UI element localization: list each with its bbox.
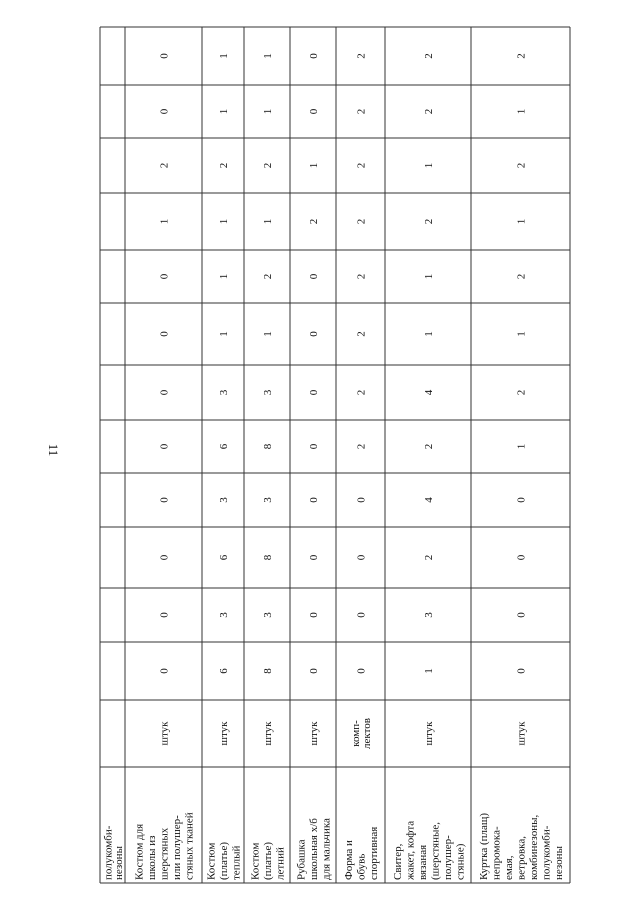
value-cell: 0 bbox=[308, 443, 320, 450]
value-cell: 0 bbox=[355, 612, 368, 618]
item-name-line: шерстяных bbox=[158, 827, 171, 880]
value-cell: 0 bbox=[308, 331, 320, 337]
item-name-line: обувь bbox=[355, 853, 368, 880]
value-cell: 0 bbox=[308, 108, 320, 115]
value-cell: 2 bbox=[355, 218, 368, 225]
item-name-line: летний bbox=[274, 847, 287, 880]
value-cell: 1 bbox=[262, 108, 274, 115]
value-cell: 1 bbox=[262, 53, 274, 59]
unit-label bbox=[159, 721, 171, 746]
value-cell: 2 bbox=[262, 273, 274, 280]
value-cell: 0 bbox=[158, 554, 171, 561]
page-number: 11 bbox=[46, 443, 61, 457]
item-name-line: емая, bbox=[503, 855, 515, 880]
value-cell: 3 bbox=[262, 389, 274, 396]
value-cell: 1 bbox=[515, 443, 528, 450]
item-name-line: Костюм bbox=[205, 842, 218, 880]
unit-label bbox=[218, 721, 230, 746]
value-cell: 0 bbox=[355, 554, 368, 561]
item-name bbox=[250, 842, 287, 880]
unit-label-line: штук bbox=[262, 721, 274, 746]
item-name-line: школьная х/б bbox=[308, 818, 320, 880]
value-cell: 2 bbox=[423, 218, 435, 225]
item-name bbox=[343, 827, 380, 880]
value-cell: 2 bbox=[515, 53, 528, 59]
value-cell: 0 bbox=[515, 612, 528, 618]
item-name-line: Рубашка bbox=[295, 839, 308, 880]
item-name-line: полушер- bbox=[441, 835, 454, 880]
item-name-line: спортивная bbox=[368, 826, 380, 880]
item-name bbox=[102, 825, 125, 880]
item-name-line: незоны bbox=[112, 846, 125, 880]
value-cell: 0 bbox=[158, 53, 171, 59]
item-name-line: теплый bbox=[230, 845, 243, 880]
value-cell: 0 bbox=[308, 497, 320, 503]
item-name-line: комбинезоны, bbox=[528, 814, 540, 880]
value-cell: 0 bbox=[515, 497, 528, 503]
item-name-line: вязаная bbox=[416, 844, 429, 880]
item-name-line: для мальчика bbox=[320, 818, 333, 880]
item-name-line: полукомби- bbox=[540, 825, 553, 880]
item-name-line: Костюм bbox=[249, 842, 262, 880]
value-cell: 1 bbox=[423, 162, 435, 169]
value-cell: 4 bbox=[423, 389, 435, 396]
value-cell: 1 bbox=[515, 331, 528, 337]
value-cell: 0 bbox=[158, 668, 171, 674]
value-cell: 1 bbox=[423, 273, 435, 280]
unit-label-line: штук bbox=[515, 721, 528, 746]
item-name-line: (шерстяные, bbox=[429, 821, 442, 880]
value-cell: 1 bbox=[218, 273, 230, 280]
value-cell: 1 bbox=[423, 331, 435, 337]
value-cell: 1 bbox=[262, 331, 274, 337]
item-name-line: непромока- bbox=[490, 826, 503, 880]
value-cell: 0 bbox=[308, 554, 320, 561]
value-cell: 2 bbox=[355, 389, 368, 396]
unit-label-line: штук bbox=[158, 721, 171, 746]
value-cell: 1 bbox=[423, 668, 435, 674]
value-cell: 6 bbox=[218, 443, 230, 450]
value-cell: 2 bbox=[355, 331, 368, 337]
item-name-line: жакет, кофта bbox=[404, 820, 417, 880]
value-cell: 2 bbox=[355, 162, 368, 169]
value-cell: 0 bbox=[158, 389, 171, 396]
value-cell: 1 bbox=[218, 108, 230, 115]
value-cell: 1 bbox=[218, 53, 230, 59]
value-cell: 2 bbox=[423, 53, 435, 59]
value-cell: 0 bbox=[158, 497, 171, 503]
item-name-line: стяные) bbox=[454, 843, 467, 880]
item-name-line: Форма и bbox=[343, 840, 355, 880]
item-name-line: (платье) bbox=[262, 841, 274, 880]
value-cell: 2 bbox=[355, 53, 368, 59]
item-name-line: полукомби- bbox=[102, 825, 115, 880]
value-cell: 6 bbox=[218, 668, 230, 674]
value-cell: 8 bbox=[262, 668, 274, 674]
item-name-line: незоны bbox=[553, 846, 565, 880]
value-cell: 3 bbox=[262, 612, 274, 618]
value-cell: 3 bbox=[218, 612, 230, 618]
value-cell: 1 bbox=[158, 218, 171, 225]
value-cell: 0 bbox=[158, 273, 171, 280]
value-cell: 2 bbox=[355, 108, 368, 115]
value-cell: 1 bbox=[262, 218, 274, 225]
value-cell: 2 bbox=[423, 443, 435, 450]
unit-label-line: лектов bbox=[361, 718, 373, 749]
item-name-line: ветровка, bbox=[515, 836, 528, 880]
value-cell: 0 bbox=[158, 612, 171, 618]
value-cell: 6 bbox=[218, 554, 230, 561]
item-name-line: школы из bbox=[146, 835, 158, 880]
value-cell: 3 bbox=[262, 497, 274, 503]
value-cell: 0 bbox=[308, 389, 320, 396]
unit-label bbox=[516, 721, 528, 746]
value-cell: 0 bbox=[308, 53, 320, 59]
unit-label bbox=[423, 721, 435, 746]
value-cell: 0 bbox=[355, 497, 368, 503]
item-name bbox=[206, 842, 243, 880]
value-cell: 0 bbox=[158, 443, 171, 450]
value-cell: 2 bbox=[515, 273, 528, 280]
item-name bbox=[134, 812, 196, 880]
value-cell: 0 bbox=[355, 668, 368, 674]
value-cell: 0 bbox=[308, 668, 320, 674]
unit-label bbox=[262, 721, 274, 746]
value-cell: 2 bbox=[355, 443, 368, 450]
unit-label bbox=[350, 718, 373, 749]
unit-label bbox=[308, 721, 320, 746]
item-name bbox=[296, 818, 333, 880]
unit-label-line: комп- bbox=[350, 720, 362, 747]
value-cell: 2 bbox=[423, 108, 435, 115]
value-cell: 0 bbox=[515, 668, 528, 674]
item-name-line: или полушер- bbox=[171, 815, 183, 880]
value-cell: 2 bbox=[218, 162, 230, 169]
value-cell: 3 bbox=[423, 612, 435, 618]
value-cell: 0 bbox=[158, 108, 171, 115]
value-cell: 1 bbox=[308, 162, 320, 169]
value-cell: 1 bbox=[515, 108, 528, 115]
value-cell: 1 bbox=[515, 218, 528, 225]
value-cell: 2 bbox=[355, 273, 368, 280]
unit-label-line: штук bbox=[218, 721, 230, 746]
value-cell: 0 bbox=[515, 554, 528, 561]
value-cell: 3 bbox=[218, 497, 230, 503]
item-name-line: Куртка (плащ) bbox=[478, 812, 490, 880]
item-name-line: (платье) bbox=[218, 841, 230, 880]
value-cell: 0 bbox=[308, 612, 320, 618]
value-cell: 2 bbox=[158, 162, 171, 169]
value-cell: 1 bbox=[218, 331, 230, 337]
value-cell: 1 bbox=[218, 218, 230, 225]
value-cell: 8 bbox=[262, 554, 274, 561]
item-name-line: Свитер, bbox=[391, 843, 404, 880]
value-cell: 2 bbox=[515, 162, 528, 169]
item-name-line: Костюм для bbox=[133, 823, 146, 880]
value-cell: 4 bbox=[423, 497, 435, 503]
value-cell: 2 bbox=[262, 162, 274, 169]
value-cell: 3 bbox=[218, 389, 230, 396]
value-cell: 2 bbox=[515, 389, 528, 396]
value-cell: 0 bbox=[308, 273, 320, 280]
item-name bbox=[478, 813, 565, 880]
item-name bbox=[392, 821, 467, 881]
value-cell: 0 bbox=[158, 331, 171, 337]
item-name-line: стяных тканей bbox=[183, 812, 196, 880]
value-cell: 2 bbox=[308, 218, 320, 225]
unit-label-line: штук bbox=[308, 721, 320, 746]
value-cell: 8 bbox=[262, 443, 274, 450]
unit-label-line: штук bbox=[423, 721, 435, 746]
value-cell: 2 bbox=[423, 554, 435, 561]
